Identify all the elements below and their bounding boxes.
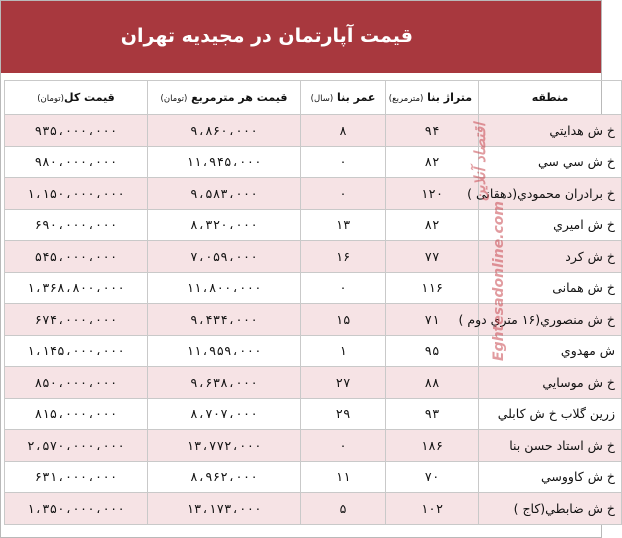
header-age-unit: (سال) [310, 94, 334, 104]
cell-age: ۱ [301, 335, 386, 367]
cell-age: ۸ [301, 115, 386, 147]
cell-total: ۹۳۵،۰۰۰،۰۰۰ [5, 115, 148, 147]
cell-total: ۸۱۵،۰۰۰،۰۰۰ [5, 398, 148, 430]
cell-size: ۱۱۶ [386, 272, 479, 304]
table-row [5, 178, 622, 210]
cell-price-per-meter: ۱۱،۹۵۹،۰۰۰ [148, 335, 301, 367]
cell-size: ۹۳ [386, 398, 479, 430]
table-row [5, 461, 622, 493]
table-row [5, 115, 622, 147]
cell-area: خ ش ضابطي(کاج ) [479, 493, 622, 525]
page-title: قیمت آپارتمان در مجیدیه تهران [120, 25, 413, 47]
cell-size: ۹۴ [386, 115, 479, 147]
header-size-label: متراژ بنا [427, 91, 472, 104]
cell-size: ۱۸۶ [386, 430, 479, 462]
cell-area: خ ش منصوري(۱۶ متري دوم ) [479, 304, 622, 336]
cell-age: ۱۵ [301, 304, 386, 336]
cell-age: ۱۳ [301, 209, 386, 241]
cell-area: خ ش همانی [479, 272, 622, 304]
cell-price-per-meter: ۱۳،۱۷۳،۰۰۰ [148, 493, 301, 525]
cell-total: ۱،۳۶۸،۸۰۰،۰۰۰ [5, 272, 148, 304]
cell-area: خ ش امیري [479, 209, 622, 241]
table-body [5, 115, 622, 525]
cell-price-per-meter: ۹،۶۳۸،۰۰۰ [148, 367, 301, 399]
header-price-per-meter [148, 81, 301, 115]
cell-price-per-meter: ۱۳،۷۷۲،۰۰۰ [148, 430, 301, 462]
cell-area: ش مهدوي [479, 335, 622, 367]
cell-size: ۷۷ [386, 241, 479, 273]
table-row [5, 367, 622, 399]
header-area [479, 81, 622, 115]
table-row [5, 146, 622, 178]
header-size [386, 81, 479, 115]
table-row [5, 430, 622, 462]
cell-age: ۱۶ [301, 241, 386, 273]
cell-price-per-meter: ۷،۰۵۹،۰۰۰ [148, 241, 301, 273]
cell-price-per-meter: ۸،۳۲۰،۰۰۰ [148, 209, 301, 241]
cell-age: ۰ [301, 146, 386, 178]
table-row [5, 304, 622, 336]
cell-size: ۸۸ [386, 367, 479, 399]
cell-area: خ ش موسايي [479, 367, 622, 399]
cell-area: خ ش استاد حسن بنا [479, 430, 622, 462]
header-age [301, 81, 386, 115]
header-total-label: قیمت کل [64, 91, 115, 104]
header-area-label: منطقه [531, 91, 569, 104]
cell-size: ۱۰۲ [386, 493, 479, 525]
cell-size: ۷۱ [386, 304, 479, 336]
cell-size: ۱۲۰ [386, 178, 479, 210]
cell-area: خ ش کرد [479, 241, 622, 273]
cell-age: ۲۷ [301, 367, 386, 399]
cell-price-per-meter: ۱۱،۸۰۰،۰۰۰ [148, 272, 301, 304]
cell-total: ۵۴۵،۰۰۰،۰۰۰ [5, 241, 148, 273]
cell-price-per-meter: ۹،۸۶۰،۰۰۰ [148, 115, 301, 147]
cell-total: ۶۳۱،۰۰۰،۰۰۰ [5, 461, 148, 493]
cell-total: ۶۷۴،۰۰۰،۰۰۰ [5, 304, 148, 336]
cell-size: ۹۵ [386, 335, 479, 367]
cell-price-per-meter: ۸،۹۶۲،۰۰۰ [148, 461, 301, 493]
cell-total: ۶۹۰،۰۰۰،۰۰۰ [5, 209, 148, 241]
cell-size: ۸۲ [386, 209, 479, 241]
table-row [5, 209, 622, 241]
header-size-unit: (مترمربع) [388, 94, 424, 104]
title-bar [1, 1, 601, 73]
cell-age: ۰ [301, 272, 386, 304]
header-total-unit: (تومان) [37, 94, 64, 104]
header-ppm-label: قیمت هر مترمربع [191, 91, 288, 104]
cell-total: ۱،۳۵۰،۰۰۰،۰۰۰ [5, 493, 148, 525]
price-table [4, 80, 622, 525]
header-ppm-unit: (تومان) [160, 94, 188, 104]
table-row [5, 272, 622, 304]
watermark-text: اقتصاد آنلاین [471, 122, 489, 201]
cell-total: ۱،۱۴۵،۰۰۰،۰۰۰ [5, 335, 148, 367]
table-row [5, 493, 622, 525]
cell-age: ۱۱ [301, 461, 386, 493]
cell-size: ۷۰ [386, 461, 479, 493]
cell-area: خ ش کاووسي [479, 461, 622, 493]
cell-price-per-meter: ۹،۴۳۴،۰۰۰ [148, 304, 301, 336]
cell-area: خ ش هدايتي [479, 115, 622, 147]
cell-price-per-meter: ۹،۵۸۳،۰۰۰ [148, 178, 301, 210]
cell-total: ۹۸۰،۰۰۰،۰۰۰ [5, 146, 148, 178]
cell-age: ۰ [301, 430, 386, 462]
cell-age: ۵ [301, 493, 386, 525]
cell-total: ۱،۱۵۰،۰۰۰،۰۰۰ [5, 178, 148, 210]
cell-area: خ ش سي سي [479, 146, 622, 178]
header-total-price [5, 81, 148, 115]
cell-area: خ برادران محمودي(دهقانی ) [479, 178, 622, 210]
cell-size: ۸۲ [386, 146, 479, 178]
cell-price-per-meter: ۸،۷۰۷،۰۰۰ [148, 398, 301, 430]
watermark-url: Eghtesadonline.com [491, 200, 507, 361]
table-row [5, 335, 622, 367]
cell-age: ۰ [301, 178, 386, 210]
cell-age: ۲۹ [301, 398, 386, 430]
table-row [5, 241, 622, 273]
table-row [5, 398, 622, 430]
header-age-label: عمر بنا [337, 91, 376, 104]
cell-price-per-meter: ۱۱،۹۴۵،۰۰۰ [148, 146, 301, 178]
cell-area: زرین گلاب خ ش کابلي [479, 398, 622, 430]
header-row [5, 81, 622, 115]
cell-total: ۸۵۰،۰۰۰،۰۰۰ [5, 367, 148, 399]
cell-total: ۲،۵۷۰،۰۰۰،۰۰۰ [5, 430, 148, 462]
